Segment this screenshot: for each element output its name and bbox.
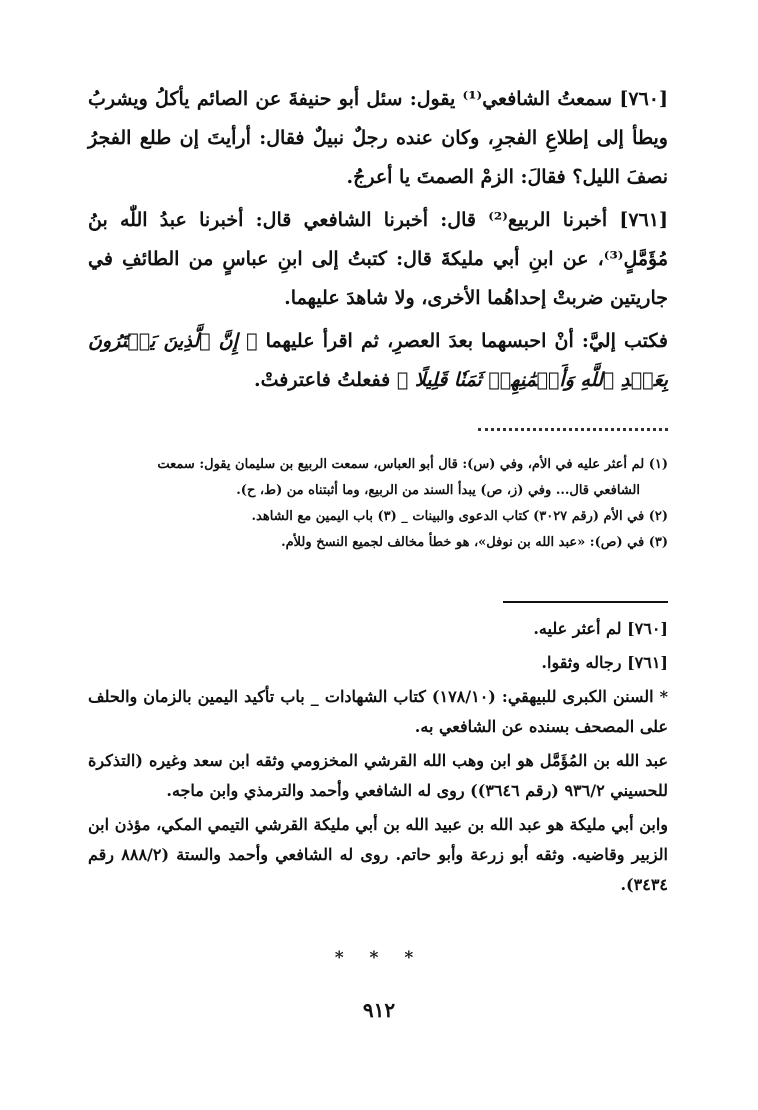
footnote-2: (٢) في الأم (رقم ٣٠٢٧) كتاب الدعوى والبينات _ (٣) باب اليمين مع الشاهد. [251,509,668,524]
footnote-1: (١) لم أعثر عليه في الأم، وفي (س): قال أبو العباس، سمعت الربيع بن سليمان يقول: سمعت [157,457,668,472]
footnotes [88,452,668,556]
footnote-separator-dots [478,428,668,431]
takhrij-narrator-1: عبد الله بن المُؤَمَّل هو ابن وهب الله القرشي المخزومي وثقه ابن سعد وغيره (التذكرة للحسيني ٩٣٦/٢ (رقم ٣٦٤٦)) روى له الشافعي وأحمد والترمذي وابن ماجه. [88,751,668,800]
page-number: ٩١٢ [362,998,396,1022]
quran-verse: ﴿ إِنَّ ٱلَّذِينَ يَشۡتَرُونَ بِعَهۡدِ ٱللَّهِ وَأَيۡمَٰنِهِمۡ ثَمَنٗا قَلِيلًا ﴾ [88,330,668,391]
narration-760: [٧٦٠] سمعتُ الشافعي⁽¹⁾ يقول: سئل أبو حنيفةَ عن الصائم يأكلُ ويشربُ ويطأ إلى إطلاعِ الفجرِ، وكان عنده رجلٌ نبيلٌ فقال: أرأيتَ إن طلع الفجرُ نصفَ الليل؟ فقالَ: الزمْ الصمتَ يا أعرجُ. [88,88,668,188]
takhrij-761: [٧٦١] رجاله وثقوا. [541,653,668,672]
takhrij-760: [٧٦٠] لم أعثر عليه. [533,619,668,638]
narration-761-continuation [88,322,668,400]
section-stars: * * * [334,948,424,968]
footnote-1-continuation: الشافعي قال... وفي (ز، ص) يبدأ السند من الربيع، وما أثبتناه من (ط، ح). [236,483,640,498]
takhrij-separator-rule [503,601,668,603]
footnote-3: (٣) في (ص): «عبد الله بن نوفل»، هو خطأ مخالف لجميع النسخ وللأم. [281,535,668,550]
main-text [88,80,668,404]
narration-761: [٧٦١] أخبرنا الربيع⁽²⁾ قال: أخبرنا الشافعي قال: أخبرنا عبدُ اللّٰه بنُ مُؤَمَّلٍ⁽³⁾، عن ابنِ أبي مليكةَ قال: كتبتُ إلى ابنِ عباسٍ من الطائفِ في جاريتين ضربتْ إحداهُما الأخرى، ولا شاهدَ عليهما. [88,209,668,309]
takhrij-section [88,614,668,904]
narration-761-post: ففعلتُ فاعترفتْ. [254,369,391,391]
takhrij-narrator-2: وابن أبي مليكة هو عبد الله بن عبيد الله بن أبي مليكة القرشي التيمي المكي، مؤذن ابن الزبير وقاضيه. وثقه أبو زرعة وأبو حاتم. روى له الشافعي وأحمد والستة (٨٨٨/٢ رقم ٣٤٣٤). [88,815,668,894]
takhrij-source: * السنن الكبرى للبيهقي: (١٧٨/١٠) كتاب الشهادات _ باب تأكيد اليمين بالزمان والحلف على المصحف بسنده عن الشافعي به. [88,687,668,736]
narration-761-pre: فكتب إليَّ: أنْ احبسهما بعدَ العصرِ، ثم اقرأ عليهما [265,330,668,352]
